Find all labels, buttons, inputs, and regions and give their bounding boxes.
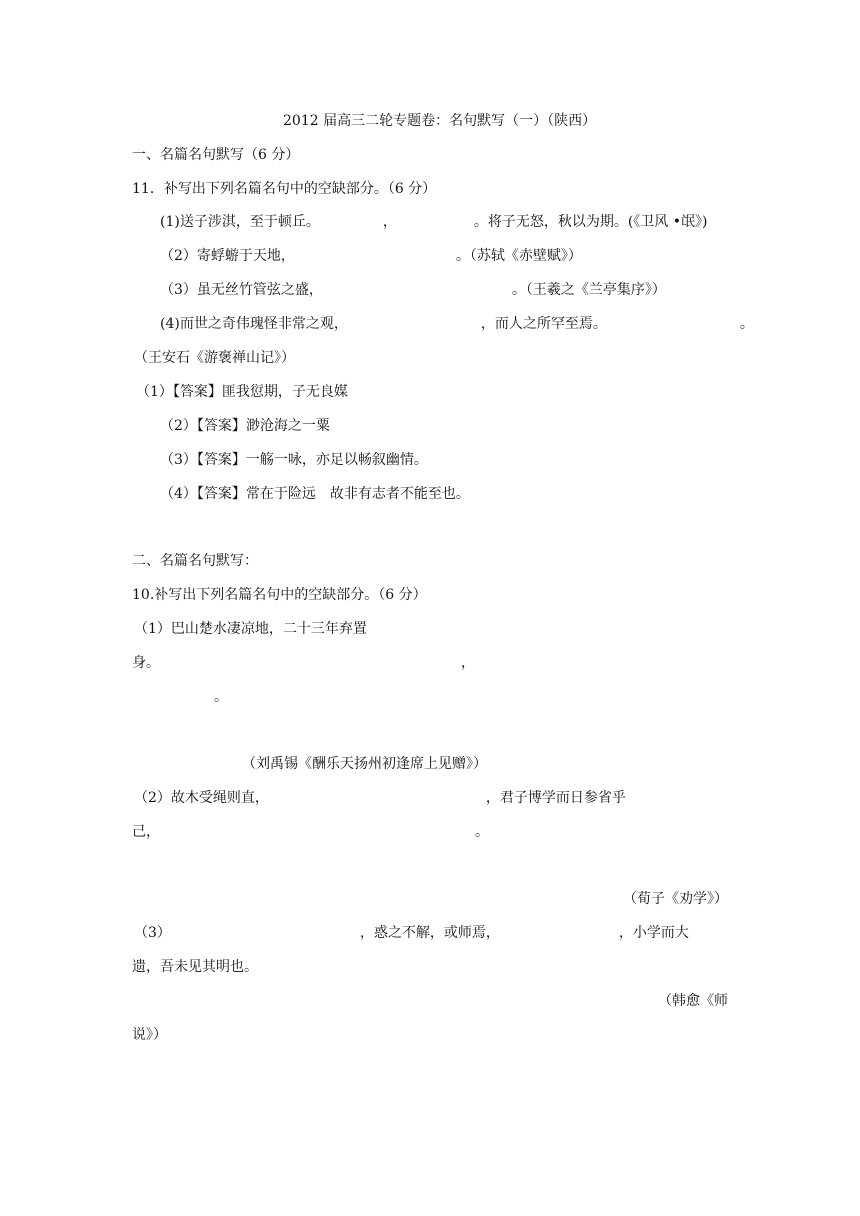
section2-heading: 二、名篇名句默写： (132, 553, 258, 569)
section2-question: 10.补写出下列名篇名句中的空缺部分。（6 分） (132, 587, 427, 603)
section2-q3-source-a: （韩愈《师 (658, 993, 728, 1009)
section1-answer-1: （1）【答案】匪我愆期，子无良媒 (136, 384, 348, 400)
section1-answer-4: （4）【答案】常在于险远 故非有志者不能至也。 (160, 486, 470, 502)
section1-question: 11．补写出下列名篇名句中的空缺部分。（6 分） (132, 181, 437, 197)
section1-heading: 一、名篇名句默写（6 分） (132, 147, 300, 163)
section1-item-4: (4)而世之奇伟瑰怪非常之观， ，而人之所罕至焉。 。 (160, 316, 754, 332)
section1-answer-2: （2）【答案】渺沧海之一粟 (160, 418, 330, 434)
section1-item-4-source: （王安石《游褒禅山记》） (134, 350, 295, 366)
section2-q3-line1: （3） ，惑之不解，或师焉， ，小学而大 (134, 925, 689, 941)
section1-item-2: （2）寄蜉蝣于天地， 。（苏轼《赤壁赋》） (160, 248, 582, 264)
section1-answer-3: （3）【答案】一觞一咏，亦足以畅叙幽情。 (160, 452, 428, 468)
section2-q2-line2: 己， 。 (132, 824, 489, 840)
section2-q1-line2: 身。 ， (132, 655, 475, 671)
section2-q1-line3: 。 (214, 689, 228, 705)
section2-q2-source: （荀子《劝学》） (623, 891, 728, 907)
section1-item-1: (1)送子涉淇，至于顿丘。 ， 。将子无怒，秋以为期。(《卫风 •氓》) (160, 214, 708, 230)
section1-item-3: （3）虽无丝竹管弦之盛， 。（王羲之《兰亭集序》） (160, 282, 666, 298)
section2-q3-source-b: 说》） (132, 1027, 167, 1043)
doc-title: 2012 届高三二轮专题卷：名句默写（一）（陕西） (283, 113, 597, 129)
section2-q1-line1: （1）巴山楚水凄凉地，二十三年弃置 (134, 621, 367, 637)
section2-q3-line2: 遗，吾未见其明也。 (132, 959, 258, 975)
section2-q2-line1: （2）故木受绳则直， ，君子博学而日参省乎 (134, 790, 626, 806)
section2-q1-source: （刘禹锡《酬乐天扬州初逢席上见赠》） (242, 756, 487, 772)
